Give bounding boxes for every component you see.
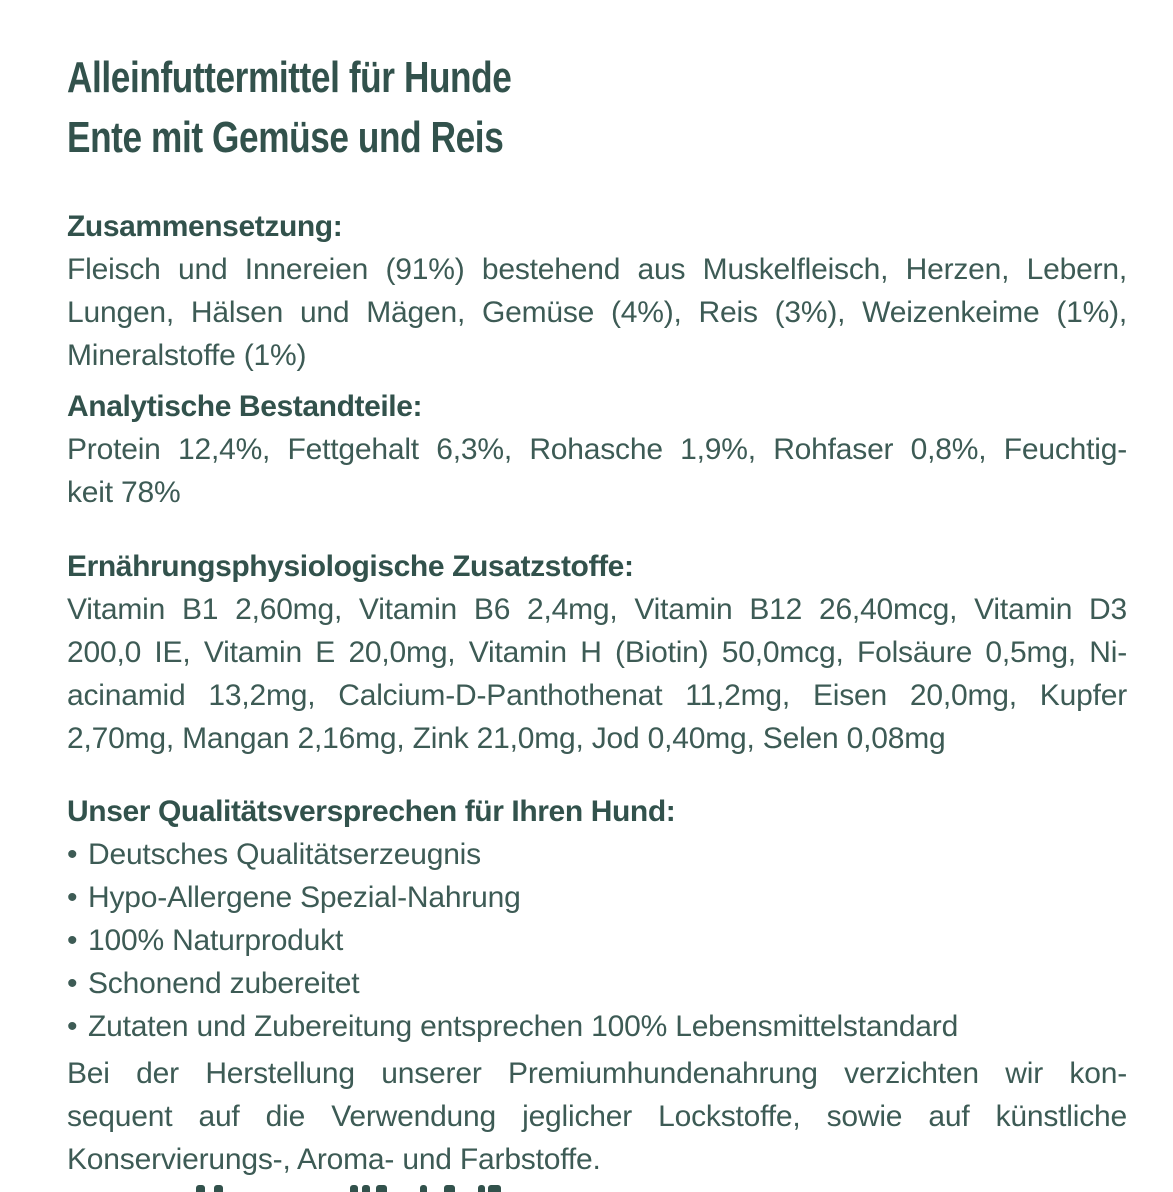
analytical-text-line: Protein 12,4%, Fettgehalt 6,3%, Rohasche 1,9%, Rohfaser 0,8%, Feuchtig-	[67, 433, 1127, 466]
product-title-line2: Ente mit Gemüse und Reis	[67, 113, 504, 162]
letter-top-mark	[376, 1185, 387, 1192]
composition-heading: Zusammensetzung:	[67, 210, 343, 243]
additives-text-line: 2,70mg, Mangan 2,16mg, Zink 21,0mg, Jod 0,40mg, Selen 0,08mg	[67, 722, 946, 755]
bullet-icon: •	[67, 967, 78, 1000]
additives-text-line: acinamid 13,2mg, Calcium-D-Panthothenat 11,2mg, Eisen 20,0mg, Kupfer	[67, 679, 1127, 712]
bullet-icon: •	[67, 881, 78, 914]
section-analytical	[67, 385, 1127, 514]
composition-text-line: Lungen, Hälsen und Mägen, Gemüse (4%), Reis (3%), Weizenkeime (1%),	[67, 296, 1127, 329]
product-title-line1: Alleinfuttermittel für Hunde	[67, 53, 512, 102]
bullet-text: Deutsches Qualitätserzeugnis	[88, 838, 481, 871]
bullet-text: Zutaten und Zubereitung entsprechen 100% Lebensmittelstandard	[88, 1010, 959, 1043]
letter-top-mark	[362, 1185, 370, 1192]
letter-top-mark	[488, 1185, 501, 1192]
letter-top-mark	[478, 1185, 485, 1192]
truncated-next-section-text	[67, 1185, 1127, 1192]
closing-text-line: Konservierungs-, Aroma- und Farbstoffe.	[67, 1143, 601, 1176]
bullet-icon: •	[67, 924, 78, 957]
quality-bullet-item	[67, 876, 1127, 919]
quality-bullet-item	[67, 919, 1127, 962]
bullet-text: Hypo-Allergene Spezial-Nahrung	[88, 881, 521, 914]
quality-bullet-item	[67, 1005, 1127, 1048]
additives-text-line: 200,0 IE, Vitamin E 20,0mg, Vitamin H (Biotin) 50,0mcg, Folsäure 0,5mg, Ni-	[67, 636, 1127, 669]
quality-bullet-item	[67, 962, 1127, 1005]
bullet-icon: •	[67, 1010, 78, 1043]
quality-heading: Unser Qualitätsversprechen für Ihren Hund:	[67, 795, 676, 828]
bullet-text: Schonend zubereitet	[88, 967, 360, 1000]
bullet-text: 100% Naturprodukt	[88, 924, 344, 957]
section-additives	[67, 545, 1127, 760]
additives-heading: Ernährungsphysiologische Zusatzstoffe:	[67, 550, 634, 583]
bullet-icon: •	[67, 838, 78, 871]
composition-text-line: Mineralstoffe (1%)	[67, 339, 307, 372]
closing-paragraph	[67, 1052, 1127, 1181]
closing-text-line: Bei der Herstellung unserer Premiumhundenahrung verzichten wir kon-	[67, 1057, 1127, 1090]
quality-bullet-item	[67, 833, 1127, 876]
label-content-column	[67, 48, 1127, 1181]
letter-top-mark	[350, 1185, 358, 1192]
product-title	[67, 48, 1127, 168]
analytical-text-line: keit 78%	[67, 476, 181, 509]
letter-top-mark	[420, 1185, 427, 1192]
analytical-heading: Analytische Bestandteile:	[67, 390, 423, 423]
letter-top-mark	[196, 1185, 205, 1192]
section-quality-promise	[67, 790, 1127, 1048]
section-composition	[67, 205, 1127, 377]
closing-text-line: sequent auf die Verwendung jeglicher Lockstoffe, sowie auf künstliche	[67, 1100, 1127, 1133]
additives-text-line: Vitamin B1 2,60mg, Vitamin B6 2,4mg, Vitamin B12 26,40mcg, Vitamin D3	[67, 593, 1127, 626]
composition-text-line: Fleisch und Innereien (91%) bestehend aus Muskelfleisch, Herzen, Lebern,	[67, 253, 1127, 286]
letter-top-mark	[444, 1185, 455, 1192]
letter-top-mark	[214, 1185, 223, 1192]
